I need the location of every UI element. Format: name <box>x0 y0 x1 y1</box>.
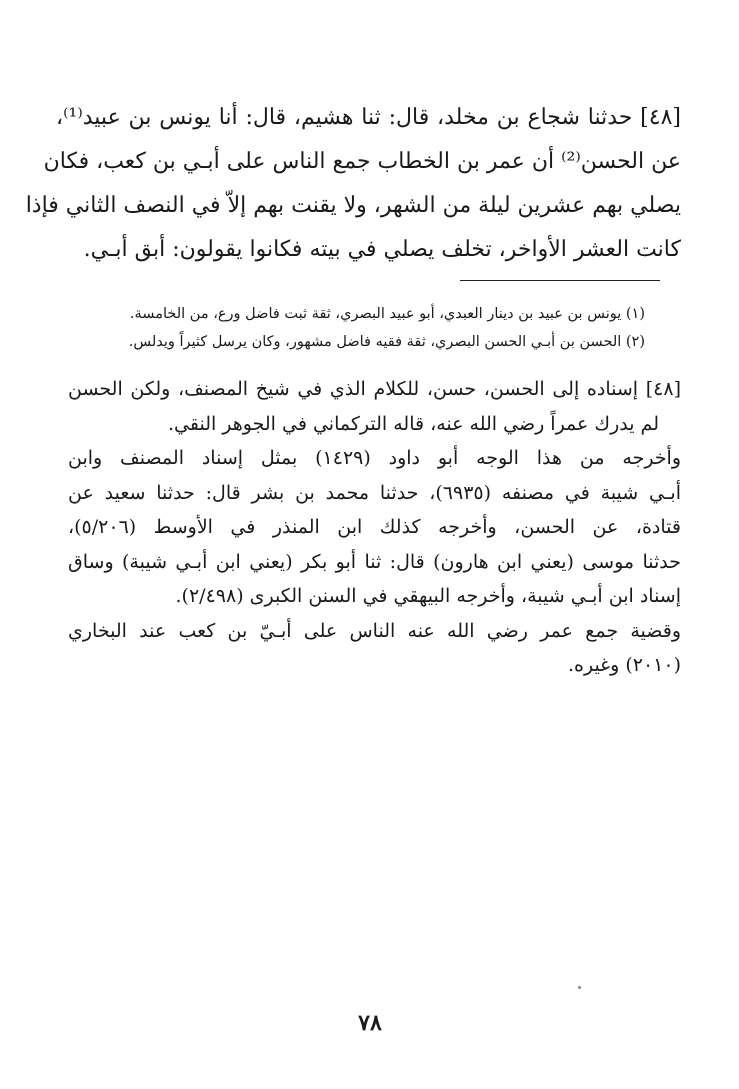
footnote-1: (١) يونس بن عبيد بن دينار العبدي، أبو عبيد البصري، ثقة ثبت فاضل ورع، من الخامسة. <box>129 306 645 322</box>
footnote-divider <box>460 280 660 281</box>
commentary-text <box>68 372 681 683</box>
commentary-line: (٢٠١٠) وغيره. <box>567 654 681 676</box>
commentary-line: قتادة، عن الحسن، وأخرجه كذلك ابن المنذر في الأوسط (٥/٢٠٦)، <box>68 516 681 538</box>
commentary-line: حدثنا موسى (يعني ابن هارون) قال: ثنا أبو بكر (يعني ابن أبـي شيبة) وساق <box>68 550 681 573</box>
hadith-main-text <box>25 96 681 272</box>
commentary-line: إسناد ابن أبـي شيبة، وأخرجه البيهقي في السنن الكبرى (٢/٤٩٨). <box>175 585 681 607</box>
main-text-line: يصلي بهم عشرين ليلة من الشهر، ولا يقنت بهم إلاّ في النصف الثاني فإذا <box>25 193 681 218</box>
commentary-line: لم يدرك عمراً رضي الله عنه، قاله التركماني في الجوهر النقي. <box>167 412 659 435</box>
page-number: ٧٨ <box>358 1010 382 1036</box>
commentary-line: [٤٨] إسناده إلى الحسن، حسن، للكلام الذي في شيخ المصنف، ولكن الحسن <box>68 378 681 400</box>
main-text-line: عن الحسن⁽²⁾ أن عمر بن الخطاب جمع الناس على أبـي بن كعب، فكان <box>43 149 681 174</box>
main-text-line: كانت العشر الأواخر، تخلف يصلي في بيته فكانوا يقولون: أبق أبـي. <box>83 237 681 262</box>
commentary-line: أبـي شيبة في مصنفه (٦٩٣٥)، حدثنا محمد بن بشر قال: حدثنا سعيد عن <box>68 481 682 504</box>
footnotes <box>90 300 645 356</box>
footnote-2: (٢) الحسن بن أبـي الحسن البصري، ثقة فقيه فاضل مشهور، وكان يرسل كثيراً ويدلس. <box>128 334 645 350</box>
main-text-line: [٤٨] حدثنا شجاع بن مخلد، قال: ثنا هشيم، قال: أنا يونس بن عبيد⁽¹⁾، <box>56 105 681 130</box>
scan-speck <box>578 986 581 989</box>
commentary-line: وقضية جمع عمر رضي الله عنه الناس على أبـيّ بن كعب عند البخاري <box>68 619 681 642</box>
commentary-line: وأخرجه من هذا الوجه أبو داود (١٤٢٩) بمثل إسناد المصنف وابن <box>68 447 681 469</box>
